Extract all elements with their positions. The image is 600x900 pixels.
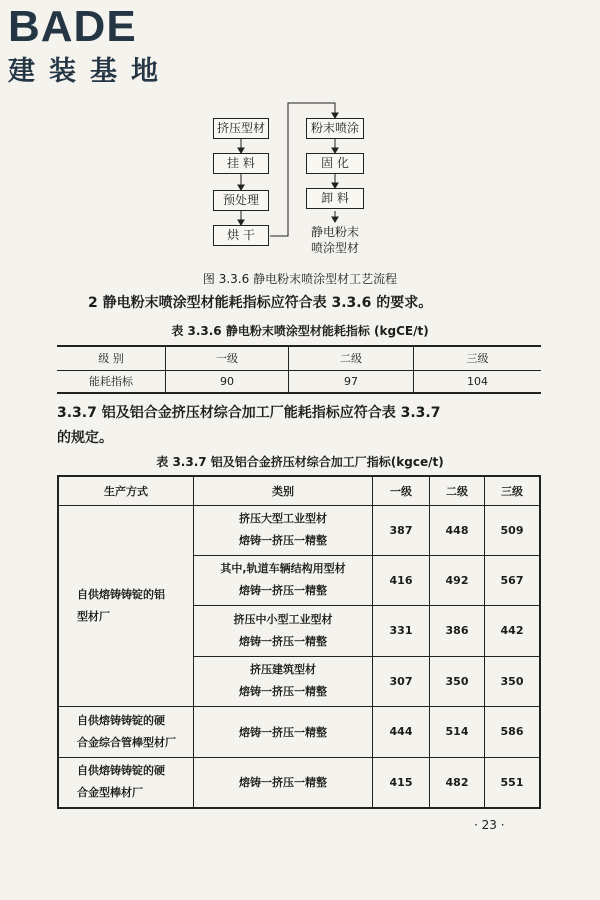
table-row [58, 757, 540, 808]
t2-header-level3: 三级 [485, 476, 541, 505]
flow-step-powder-spraying: 粉末喷涂 [306, 118, 364, 139]
t2-category-line2: 熔铸一挤压一精整 [239, 534, 327, 547]
t2-value: 551 [485, 757, 541, 808]
t2-method-aluminum-profile [58, 505, 194, 706]
t2-method-line2: 合金型棒材厂 [77, 786, 143, 800]
t2-category-line1: 挤压建筑型材 [250, 663, 316, 676]
figure-caption: 图 3.3.6 静电粉末喷涂型材工艺流程 [202, 272, 398, 286]
t2-method-line1: 自供熔铸铸锭的硬 [77, 764, 165, 778]
t2-category-building-profile [194, 656, 373, 706]
table-row [58, 505, 540, 555]
t2-value: 387 [373, 505, 430, 555]
flow-step-drying: 烘 干 [213, 225, 269, 246]
t2-category-large-industrial [194, 505, 373, 555]
flow-step-unloading: 卸 料 [306, 188, 364, 209]
flow-final-line2: 喷涂型材 [310, 241, 359, 255]
t1-value-level3: 104 [414, 370, 542, 393]
t2-category-line2: 熔铸一挤压一精整 [239, 584, 327, 597]
flow-step-curing: 固 化 [306, 153, 364, 174]
t2-value: 350 [430, 656, 485, 706]
flow-step-extruded-profile: 挤压型材 [213, 118, 269, 139]
t2-value: 482 [430, 757, 485, 808]
t2-method-line2: 型材厂 [77, 609, 110, 623]
t2-value: 509 [485, 505, 541, 555]
t2-method-hard-alloy-tube-bar [58, 706, 194, 757]
t2-category-line2: 熔铸一挤压一精整 [239, 685, 327, 698]
page-number: · 23 · [474, 818, 505, 832]
t2-header-method: 生产方式 [58, 476, 194, 505]
energy-table-3-3-7 [57, 475, 541, 809]
table1-caption: 表 3.3.6 静电粉末喷涂型材能耗指标 (kgCE/t) [171, 324, 429, 338]
t1-value-level2: 97 [289, 370, 414, 393]
energy-table-3-3-6 [57, 345, 541, 394]
flow-final-product [300, 224, 370, 256]
t1-header-level3: 三级 [414, 346, 542, 370]
t1-row-label: 能耗指标 [57, 370, 166, 393]
flow-final-line1: 静电粉末 [310, 225, 359, 239]
t2-category-medium-small-industrial [194, 605, 373, 656]
t2-method-line1: 自供熔铸铸锭的硬 [77, 713, 165, 727]
flow-step-pretreatment: 预处理 [213, 190, 269, 211]
flow-step-hanging: 挂 料 [213, 153, 269, 174]
logo-cn: 建装基地 [8, 56, 172, 87]
t2-header-category: 类别 [194, 476, 373, 505]
t2-value: 448 [430, 505, 485, 555]
t2-category-process: 熔铸一挤压一精整 [194, 757, 373, 808]
t2-category-rail-vehicle [194, 555, 373, 605]
section-3-3-7-line2: 的规定。 [57, 430, 113, 446]
paragraph-2: 2 静电粉末喷涂型材能耗指标应符合表 3.3.6 的要求。 [88, 295, 433, 311]
t2-header-level1: 一级 [373, 476, 430, 505]
t2-category-line1: 挤压中小型工业型材 [233, 612, 333, 626]
t2-value: 586 [485, 706, 541, 757]
t2-value: 567 [485, 555, 541, 605]
t2-value: 416 [373, 555, 430, 605]
table2-caption: 表 3.3.7 铝及铝合金挤压材综合加工厂指标(kgce/t) [156, 455, 444, 469]
t2-value: 386 [430, 605, 485, 656]
t2-value: 307 [373, 656, 430, 706]
t2-value: 442 [485, 605, 541, 656]
t1-header-level1: 一级 [166, 346, 289, 370]
t2-value: 444 [373, 706, 430, 757]
section-3-3-7-line1: 3.3.7 铝及铝合金挤压材综合加工厂能耗指标应符合表 3.3.7 [57, 405, 441, 421]
t2-value: 350 [485, 656, 541, 706]
t2-value: 331 [373, 605, 430, 656]
t2-value: 415 [373, 757, 430, 808]
t2-value: 492 [430, 555, 485, 605]
table-row [58, 706, 540, 757]
t2-value: 514 [430, 706, 485, 757]
t2-method-line2: 合金综合管棒型材厂 [77, 735, 176, 749]
t1-header-level2: 二级 [289, 346, 414, 370]
t2-category-line1: 挤压大型工业型材 [239, 512, 327, 525]
t2-method-hard-alloy-bar [58, 757, 194, 808]
t2-category-process: 熔铸一挤压一精整 [194, 706, 373, 757]
t2-category-line1: 其中,轨道车辆结构用型材 [220, 562, 346, 575]
t2-category-line2: 熔铸一挤压一精整 [239, 634, 327, 648]
t1-value-level1: 90 [166, 370, 289, 393]
t2-header-level2: 二级 [430, 476, 485, 505]
t2-method-line1: 自供熔铸铸锭的铝 [77, 587, 165, 601]
logo-bade: BADE [8, 2, 137, 51]
t1-header-grade: 级 别 [57, 346, 166, 370]
